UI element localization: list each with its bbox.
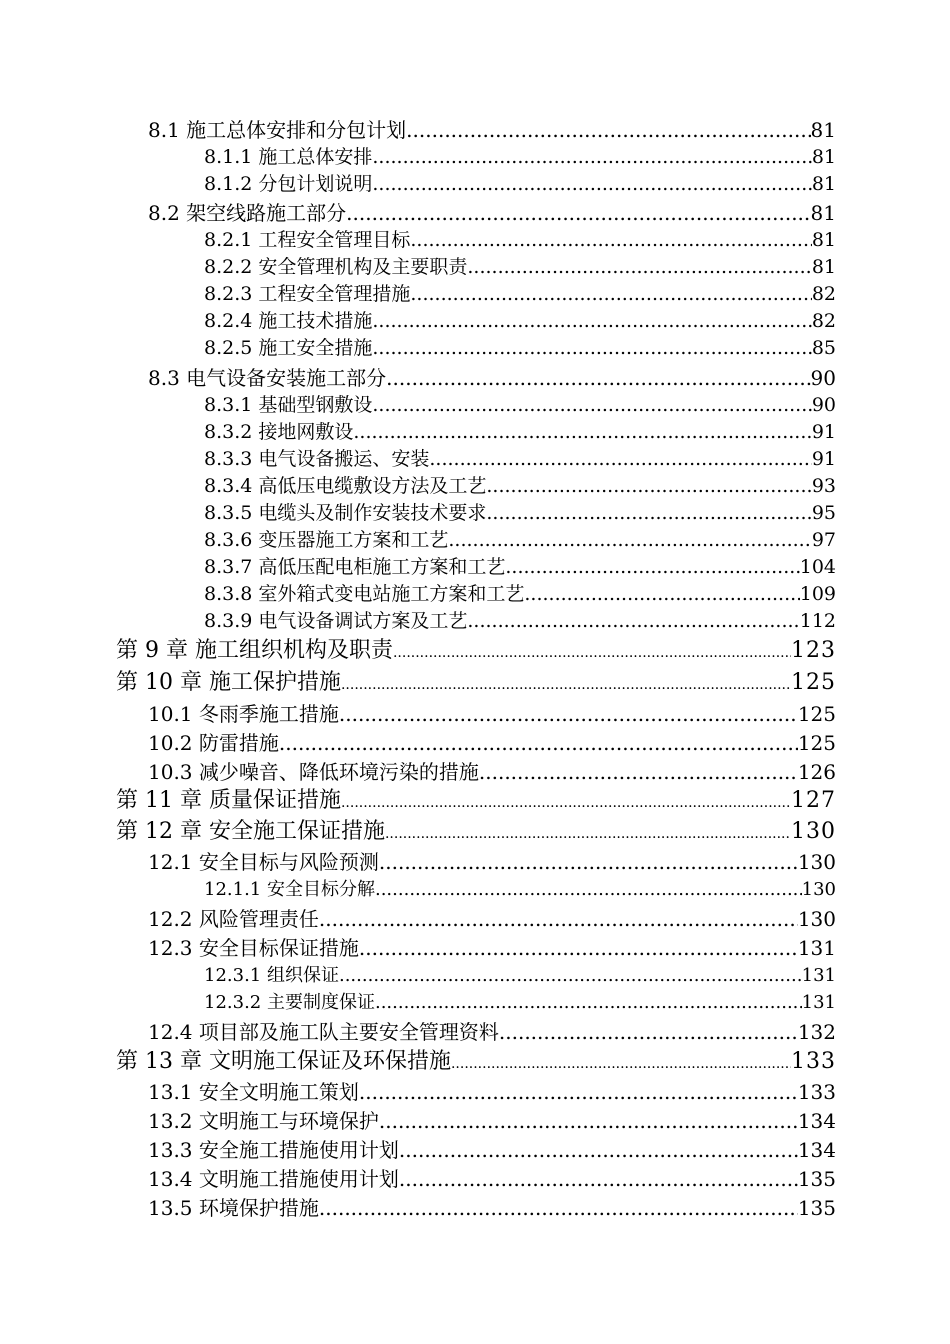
toc-page: 81	[810, 201, 836, 225]
toc-label: 第 11 章 质量保证措施	[116, 788, 341, 813]
toc-page: 91	[811, 421, 836, 443]
toc-leader	[486, 504, 811, 523]
toc-leader	[467, 612, 799, 631]
toc-entry[interactable]	[204, 477, 836, 496]
toc-chapter-entry[interactable]	[116, 821, 836, 843]
toc-label: 12.2 风险管理责任	[148, 907, 319, 931]
toc-leader	[410, 285, 811, 304]
toc-entry[interactable]	[204, 504, 836, 523]
toc-page: 125	[791, 670, 836, 695]
toc-label: 12.3.2 主要制度保证	[204, 992, 375, 1013]
toc-label: 8.3.2 接地网敷设	[204, 421, 354, 443]
toc-label: 第 9 章 施工组织机构及职责	[116, 638, 393, 663]
toc-page: 135	[797, 1167, 836, 1191]
toc-leader	[353, 423, 811, 442]
toc-entry[interactable]	[148, 1022, 836, 1042]
toc-page: 126	[797, 760, 836, 784]
toc-label: 8.1 施工总体安排和分包计划	[148, 118, 407, 142]
toc-leader	[524, 585, 799, 604]
toc-label: 8.3.5 电缆头及制作安装技术要求	[204, 502, 487, 524]
toc-leader	[346, 203, 810, 223]
toc-label: 10.3 减少噪音、降低环境污染的措施	[148, 760, 479, 784]
toc-entry[interactable]	[204, 558, 836, 577]
toc-entry[interactable]	[204, 285, 836, 304]
toc-leader	[399, 1169, 798, 1189]
toc-page: 90	[810, 366, 836, 390]
toc-entry[interactable]	[204, 231, 836, 250]
toc-chapter-entry[interactable]	[116, 790, 836, 812]
toc-entry[interactable]	[148, 938, 836, 958]
toc-entry[interactable]	[204, 339, 836, 358]
toc-page: 91	[811, 448, 836, 470]
toc-label: 8.3 电气设备安装施工部分	[148, 366, 387, 390]
toc-entry[interactable]	[204, 585, 836, 604]
toc-entry[interactable]	[148, 368, 836, 388]
toc-leader	[451, 1057, 791, 1071]
toc-leader	[372, 312, 811, 331]
toc-entry[interactable]	[148, 704, 836, 724]
toc-page: 123	[791, 638, 836, 663]
toc-page: 104	[799, 556, 836, 578]
toc-entry[interactable]	[204, 612, 836, 631]
toc-label: 13.5 环境保护措施	[148, 1196, 319, 1220]
toc-page: 130	[797, 907, 836, 931]
toc-entry[interactable]	[204, 994, 836, 1012]
toc-leader	[375, 994, 802, 1012]
toc-entry[interactable]	[148, 1169, 836, 1189]
toc-entry[interactable]	[148, 909, 836, 929]
toc-label: 8.3.3 电气设备搬运、安装	[204, 448, 430, 470]
toc-entry[interactable]	[148, 1198, 836, 1218]
toc-entry[interactable]	[148, 733, 836, 753]
toc-leader	[319, 1198, 798, 1218]
toc-page: 130	[791, 819, 836, 844]
toc-page: 130	[801, 879, 836, 900]
toc-page: 85	[811, 337, 836, 359]
toc-leader	[372, 148, 811, 167]
toc-page: 132	[797, 1020, 836, 1044]
toc-leader	[486, 477, 811, 496]
toc-entry[interactable]	[204, 175, 836, 194]
toc-leader	[339, 704, 798, 724]
toc-leader	[375, 881, 802, 899]
toc-page: 135	[797, 1196, 836, 1220]
toc-leader	[279, 733, 798, 753]
toc-leader	[499, 1022, 798, 1042]
toc-leader	[467, 258, 811, 277]
toc-entry[interactable]	[204, 258, 836, 277]
toc-entry[interactable]	[204, 967, 836, 985]
toc-entry[interactable]	[148, 762, 836, 782]
toc-page: 133	[797, 1080, 836, 1104]
toc-label: 8.2.2 安全管理机构及主要职责	[204, 256, 468, 278]
toc-leader	[359, 1082, 798, 1102]
toc-page: 82	[811, 283, 836, 305]
toc-leader	[406, 120, 810, 140]
toc-chapter-entry[interactable]	[116, 640, 836, 662]
toc-label: 8.1.1 施工总体安排	[204, 146, 373, 168]
toc-entry[interactable]	[204, 396, 836, 415]
toc-page: 95	[811, 502, 836, 524]
toc-label: 13.2 文明施工与环境保护	[148, 1109, 379, 1133]
toc-label: 8.3.8 室外箱式变电站施工方案和工艺	[204, 583, 525, 605]
toc-entry[interactable]	[204, 450, 836, 469]
toc-entry[interactable]	[148, 120, 836, 140]
toc-leader	[448, 531, 811, 550]
toc-entry[interactable]	[204, 881, 836, 899]
toc-leader	[319, 909, 798, 929]
toc-label: 8.3.6 变压器施工方案和工艺	[204, 529, 449, 551]
toc-entry[interactable]	[148, 203, 836, 223]
toc-leader	[393, 646, 791, 660]
toc-entry[interactable]	[204, 148, 836, 167]
toc-chapter-entry[interactable]	[116, 1051, 836, 1073]
toc-leader	[386, 368, 810, 388]
toc-leader	[372, 396, 811, 415]
toc-page: 131	[797, 936, 836, 960]
toc-label: 8.1.2 分包计划说明	[204, 173, 373, 195]
toc-page: 81	[810, 118, 836, 142]
toc-label: 13.4 文明施工措施使用计划	[148, 1167, 399, 1191]
toc-leader	[399, 1140, 798, 1160]
toc-entry[interactable]	[148, 1140, 836, 1160]
toc-label: 第 10 章 施工保护措施	[116, 670, 341, 695]
toc-page: 125	[797, 731, 836, 755]
toc-leader	[341, 678, 791, 692]
toc-page: 112	[799, 610, 836, 632]
toc-label: 8.2.1 工程安全管理目标	[204, 229, 411, 251]
toc-leader	[379, 1111, 798, 1131]
toc-label: 13.1 安全文明施工策划	[148, 1080, 359, 1104]
toc-leader	[359, 938, 798, 958]
toc-leader	[429, 450, 811, 469]
toc-page: 130	[797, 850, 836, 874]
toc-entry[interactable]	[148, 1082, 836, 1102]
toc-page: 127	[791, 788, 836, 813]
toc-page: 93	[811, 475, 836, 497]
toc-page: 90	[811, 394, 836, 416]
toc-label: 12.1.1 安全目标分解	[204, 879, 375, 900]
toc-label: 12.1 安全目标与风险预测	[148, 850, 379, 874]
toc-label: 8.2 架空线路施工部分	[148, 201, 347, 225]
toc-label: 8.3.1 基础型钢敷设	[204, 394, 373, 416]
toc-page: 131	[801, 965, 836, 986]
toc-leader	[379, 852, 798, 872]
toc-page: 81	[811, 229, 836, 251]
toc-leader	[339, 967, 802, 985]
toc-leader	[505, 558, 799, 577]
toc-page: 97	[811, 529, 836, 551]
toc-leader	[479, 762, 798, 782]
toc-page: 109	[799, 583, 836, 605]
toc-leader	[372, 175, 811, 194]
toc-label: 8.2.5 施工安全措施	[204, 337, 373, 359]
toc-label: 12.4 项目部及施工队主要安全管理资料	[148, 1020, 499, 1044]
toc-entry[interactable]	[204, 423, 836, 442]
toc-leader	[385, 827, 791, 841]
toc-label: 第 13 章 文明施工保证及环保措施	[116, 1049, 451, 1074]
toc-page: 131	[801, 992, 836, 1013]
toc-label: 8.3.7 高低压配电柜施工方案和工艺	[204, 556, 506, 578]
toc-page: 82	[811, 310, 836, 332]
toc-page: 125	[797, 702, 836, 726]
toc-label: 8.3.9 电气设备调试方案及工艺	[204, 610, 468, 632]
toc-chapter-entry[interactable]	[116, 672, 836, 694]
toc-label: 10.2 防雷措施	[148, 731, 279, 755]
toc-page: 133	[791, 1049, 836, 1074]
toc-label: 10.1 冬雨季施工措施	[148, 702, 339, 726]
toc-entry[interactable]	[204, 531, 836, 550]
toc-page: 81	[811, 173, 836, 195]
toc-label: 13.3 安全施工措施使用计划	[148, 1138, 399, 1162]
toc-leader	[372, 339, 811, 358]
toc-page: 81	[811, 146, 836, 168]
toc-entry[interactable]	[204, 312, 836, 331]
toc-page: 134	[797, 1109, 836, 1133]
toc-entry[interactable]	[148, 852, 836, 872]
toc-label: 8.2.3 工程安全管理措施	[204, 283, 411, 305]
toc-leader	[341, 796, 791, 810]
toc-page: 81	[811, 256, 836, 278]
toc-entry[interactable]	[148, 1111, 836, 1131]
toc-page: 134	[797, 1138, 836, 1162]
toc-leader	[410, 231, 811, 250]
toc-label: 第 12 章 安全施工保证措施	[116, 819, 385, 844]
toc-label: 8.3.4 高低压电缆敷设方法及工艺	[204, 475, 487, 497]
toc-label: 12.3.1 组织保证	[204, 965, 339, 986]
toc-label: 8.2.4 施工技术措施	[204, 310, 373, 332]
toc-label: 12.3 安全目标保证措施	[148, 936, 359, 960]
